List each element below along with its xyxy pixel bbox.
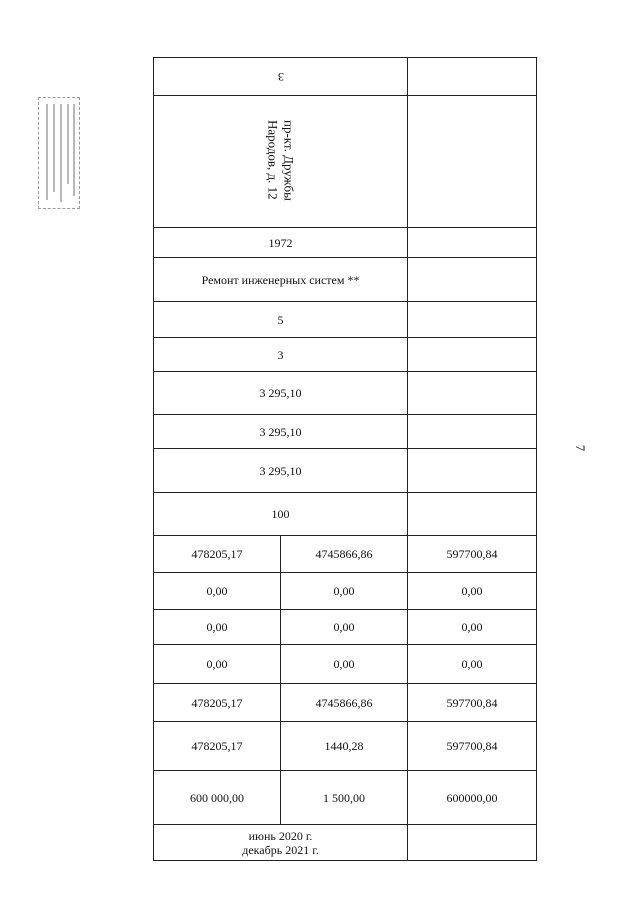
table-row xyxy=(154,372,537,415)
value-cell: 0,00 xyxy=(154,610,281,645)
empty-cell xyxy=(408,258,537,302)
empty-cell xyxy=(408,228,537,258)
empty-cell xyxy=(408,96,537,228)
table-row xyxy=(154,771,537,825)
work-type-cell: Ремонт инженерных систем ** xyxy=(154,258,408,302)
table-row xyxy=(154,610,537,645)
table-row xyxy=(154,645,537,684)
value-cell: 0,00 xyxy=(154,573,281,610)
table-row xyxy=(154,449,537,493)
value-cell: 0,00 xyxy=(154,645,281,684)
value-cell: 600000,00 xyxy=(408,771,537,825)
table-row xyxy=(154,493,537,536)
empty-cell xyxy=(408,415,537,449)
registration-stamp xyxy=(38,97,80,209)
address-cell xyxy=(154,96,408,228)
table-row xyxy=(154,684,537,722)
table-row xyxy=(154,338,537,372)
value-cell: 600 000,00 xyxy=(154,771,281,825)
percent-cell: 100 xyxy=(154,493,408,536)
empty-cell xyxy=(408,338,537,372)
value-cell: 0,00 xyxy=(281,573,408,610)
entrances-cell: 3 xyxy=(154,338,408,372)
value-cell: 597700,84 xyxy=(408,684,537,722)
table-row xyxy=(154,228,537,258)
value-cell: 4745866,86 xyxy=(281,536,408,573)
area-cell: 3 295,10 xyxy=(154,415,408,449)
table-row xyxy=(154,573,537,610)
value-cell: 478205,17 xyxy=(154,722,281,771)
value-cell: 478205,17 xyxy=(154,536,281,573)
empty-cell xyxy=(408,449,537,493)
value-cell: 1440,28 xyxy=(281,722,408,771)
table-row xyxy=(154,536,537,573)
value-cell: 0,00 xyxy=(408,645,537,684)
empty-cell xyxy=(408,58,537,96)
page-number: 7 xyxy=(573,444,588,452)
row-number: 3 xyxy=(277,69,284,84)
value-cell: 597700,84 xyxy=(408,722,537,771)
table-row xyxy=(154,96,537,228)
table-row xyxy=(154,58,537,96)
table-row xyxy=(154,722,537,771)
value-cell: 0,00 xyxy=(281,645,408,684)
table-row xyxy=(154,302,537,338)
area-cell: 3 295,10 xyxy=(154,372,408,415)
table-row xyxy=(154,258,537,302)
data-table xyxy=(153,57,537,861)
value-cell: 597700,84 xyxy=(408,536,537,573)
value-cell: 0,00 xyxy=(408,610,537,645)
value-cell: 478205,17 xyxy=(154,684,281,722)
year-cell: 1972 xyxy=(154,228,408,258)
address-text: пр-кт. Дружбы Народов, д. 12 xyxy=(265,119,297,201)
table-row xyxy=(154,415,537,449)
area-cell: 3 295,10 xyxy=(154,449,408,493)
dates-cell xyxy=(154,825,408,861)
empty-cell xyxy=(408,372,537,415)
dates-text: июнь 2020 г. декабрь 2021 г. xyxy=(242,828,319,857)
empty-cell xyxy=(408,825,537,861)
empty-cell xyxy=(408,493,537,536)
value-cell: 4745866,86 xyxy=(281,684,408,722)
row-number-cell xyxy=(154,58,408,96)
value-cell: 1 500,00 xyxy=(281,771,408,825)
empty-cell xyxy=(408,302,537,338)
floors-cell: 5 xyxy=(154,302,408,338)
value-cell: 0,00 xyxy=(281,610,408,645)
value-cell: 0,00 xyxy=(408,573,537,610)
table-row xyxy=(154,825,537,861)
